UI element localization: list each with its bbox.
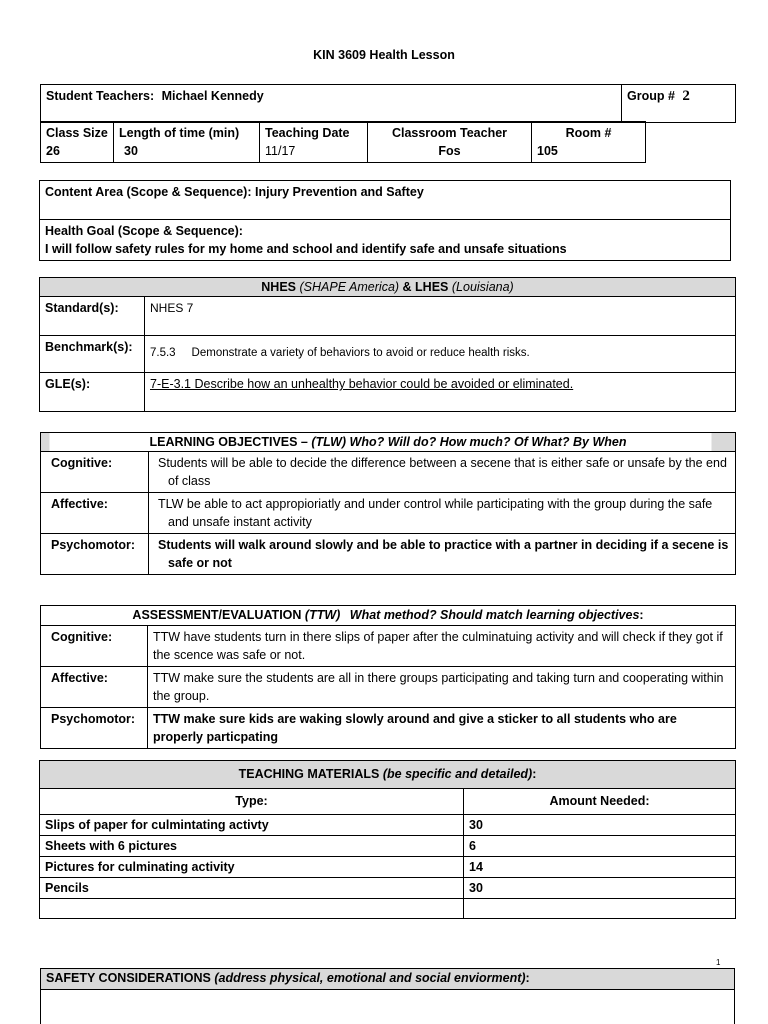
health-goal-label: Health Goal (Scope & Sequence): [45, 224, 243, 238]
heading-lhes: & LHES [402, 280, 449, 294]
length-value: 30 [124, 144, 138, 158]
benchmark-value: 7.5.3 Demonstrate a variety of behaviors to avoid or reduce health risks. [145, 336, 736, 373]
heading-shape: (SHAPE America) [299, 280, 400, 294]
table-row [40, 836, 736, 857]
table-row [40, 857, 736, 878]
length-label: Length of time (min) [119, 126, 240, 140]
objectives-heading-main: LEARNING OBJECTIVES – [149, 435, 308, 449]
standard-label: Standard(s): [40, 297, 145, 336]
gle-label: GLE(s): [40, 373, 145, 412]
student-teachers-cell [41, 85, 622, 123]
classroom-teacher-label: Classroom Teacher [391, 126, 508, 140]
material-type [40, 899, 464, 919]
table-row [40, 878, 736, 899]
assess-psychomotor-value: TTW make sure kids are waking slowly around and give a sticker to all students who are properly particpating [148, 708, 736, 749]
teaching-date-cell [260, 122, 368, 163]
safety-heading-colon: : [525, 971, 530, 985]
assess-affective-value: TTW make sure the students are all in there groups participating and taking turn and cooperating within the group. [148, 667, 736, 708]
length-cell [114, 122, 260, 163]
obj-cognitive-label: Cognitive: [41, 452, 149, 493]
material-amount: 30 [464, 815, 736, 836]
materials-table [39, 760, 736, 919]
assessment-heading [41, 606, 736, 626]
material-amount: 6 [464, 836, 736, 857]
group-label: Group # [627, 89, 675, 103]
table-row [40, 899, 736, 919]
materials-heading-colon: : [532, 767, 537, 781]
class-size-label: Class Size [46, 126, 108, 140]
class-size-value: 26 [46, 144, 60, 158]
heading-nhes: NHES [261, 280, 297, 294]
obj-psychomotor-label: Psychomotor: [41, 534, 149, 575]
materials-type-header: Type: [40, 789, 464, 815]
safety-table [40, 968, 735, 1024]
assessment-table [40, 605, 736, 749]
room-label: Room # [565, 126, 612, 140]
material-amount: 14 [464, 857, 736, 878]
obj-affective-value: TLW be able to act appropioriatly and under control while participating with the group during the safe and unsafe instant activity [149, 493, 736, 534]
classroom-teacher-value: Fos [438, 144, 461, 158]
group-cell [622, 85, 736, 123]
standard-value: NHES 7 [145, 297, 736, 336]
page-title: KIN 3609 Health Lesson [313, 48, 455, 62]
safety-heading-note: (address physical, emotional and social enviorment) [214, 971, 526, 985]
material-type: Sheets with 6 pictures [40, 836, 464, 857]
material-type: Pencils [40, 878, 464, 899]
assessment-heading-questions: What method? Should match learning objectives [349, 608, 640, 622]
class-info-table [40, 121, 646, 163]
objectives-heading [41, 433, 736, 452]
standards-table [39, 277, 736, 412]
health-goal-cell [40, 220, 731, 261]
safety-body [41, 990, 735, 1024]
material-type: Slips of paper for culmintating activty [40, 815, 464, 836]
safety-heading-main: SAFETY CONSIDERATIONS [46, 971, 211, 985]
safety-heading [41, 969, 735, 990]
assess-affective-label: Affective: [41, 667, 148, 708]
materials-heading [40, 761, 736, 789]
assessment-heading-ttw: (TTW) [304, 608, 341, 622]
teaching-date-value: 11/17 [265, 144, 296, 158]
classroom-teacher-cell [368, 122, 532, 163]
standards-heading [40, 278, 736, 297]
assessment-heading-main: ASSESSMENT/EVALUATION [132, 608, 302, 622]
assess-cognitive-value: TTW have students turn in there slips of paper after the culminatuing activity and will check if they got if the scence was safe or not. [148, 626, 736, 667]
teaching-date-label: Teaching Date [265, 126, 350, 140]
table-row [40, 815, 736, 836]
obj-psychomotor-value: Students will walk around slowly and be able to practice with a partner in deciding if a secene is safe or not [149, 534, 736, 575]
obj-affective-label: Affective: [41, 493, 149, 534]
obj-cognitive-value: Students will be able to decide the difference between a secene that is either safe or unsafe by the end of class [149, 452, 736, 493]
assessment-heading-colon: : [639, 608, 644, 622]
objectives-heading-questions: (TLW) Who? Will do? How much? Of What? By When [311, 435, 627, 449]
student-teachers-value: Michael Kennedy [161, 89, 264, 103]
assess-psychomotor-label: Psychomotor: [41, 708, 148, 749]
gle-value: 7-E-3.1 Describe how an unhealthy behavior could be avoided or eliminated. [145, 373, 736, 412]
class-size-cell [41, 122, 114, 163]
health-goal-value: I will follow safety rules for my home and school and identify safe and unsafe situations [45, 242, 567, 256]
benchmark-label: Benchmark(s): [40, 336, 145, 373]
room-value: 105 [537, 144, 558, 158]
group-value: 2 [682, 88, 690, 104]
objectives-table [40, 432, 736, 575]
teachers-table [40, 84, 736, 123]
page-number: 1 [716, 958, 721, 967]
content-area-cell: Content Area (Scope & Sequence): Injury Prevention and Saftey [40, 181, 731, 220]
materials-heading-note: (be specific and detailed) [382, 767, 533, 781]
heading-louisiana: (Louisiana) [451, 280, 514, 294]
assess-cognitive-label: Cognitive: [41, 626, 148, 667]
material-type: Pictures for culminating activity [40, 857, 464, 878]
materials-amount-header: Amount Needed: [464, 789, 736, 815]
content-area-table [39, 180, 731, 261]
materials-heading-main: TEACHING MATERIALS [238, 767, 380, 781]
room-cell [532, 122, 646, 163]
student-teachers-label: Student Teachers: [46, 89, 155, 103]
material-amount [464, 899, 736, 919]
material-amount: 30 [464, 878, 736, 899]
